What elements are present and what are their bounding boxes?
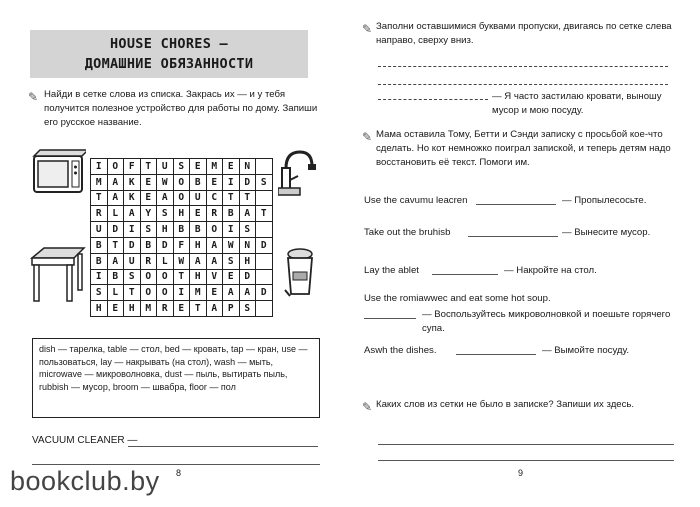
grid-cell: A [206, 301, 223, 317]
grid-cell: S [124, 269, 141, 285]
pushpin-icon: ✎ [362, 130, 373, 144]
grid-row [91, 237, 273, 253]
grid-cell: T [256, 206, 273, 222]
grid-cell [256, 253, 273, 269]
grid-cell: A [206, 237, 223, 253]
answer-label: VACUUM CLEANER — [32, 435, 138, 446]
grid-cell: Y [140, 206, 157, 222]
grid-cell: V [206, 269, 223, 285]
answer-line[interactable] [128, 446, 318, 447]
table-icon [30, 246, 86, 304]
grid-cell: R [206, 206, 223, 222]
grid-cell: E [190, 206, 207, 222]
grid-cell: A [190, 253, 207, 269]
grid-cell [256, 222, 273, 238]
left-page [10, 8, 348, 478]
grid-cell: A [239, 206, 256, 222]
grid-cell: B [91, 237, 108, 253]
task1-text: Заполни оставшимися буквами пропуски, двигаясь по сетке слева направо, сверху вниз. [376, 21, 672, 46]
grid-cell: T [223, 190, 240, 206]
grid-cell: N [239, 159, 256, 175]
grid-cell: A [107, 190, 124, 206]
grid-cell: E [223, 269, 240, 285]
grid-cell: T [124, 285, 141, 301]
sentence-2-en: Take out the bruhisb [364, 227, 451, 238]
glossary-box: dish — тарелка, table — стол, bed — кровать, tap — кран, use — пользоваться, lay — накрывать (на стол), wash — мыть, microwave — микроволновка, dust — пыль, вытирать пыль, rubbish — мусор, broom — швабра, floor — пол [32, 338, 320, 418]
grid-cell: A [239, 285, 256, 301]
grid-row [91, 174, 273, 190]
grid-cell: O [140, 269, 157, 285]
grid-cell: S [157, 206, 174, 222]
grid-cell: E [223, 159, 240, 175]
grid-cell: W [173, 253, 190, 269]
grid-cell [256, 301, 273, 317]
answer-line[interactable] [432, 274, 498, 275]
grid-cell: L [107, 285, 124, 301]
grid-cell: W [157, 174, 174, 190]
sentence-3-ru: — Накройте на стол. [504, 265, 597, 276]
grid-cell: U [157, 159, 174, 175]
grid-cell: H [124, 301, 141, 317]
sentence-1-en: Use the cavumu leacren [364, 195, 468, 206]
grid-cell: O [157, 285, 174, 301]
grid-cell: M [91, 174, 108, 190]
grid-cell: H [190, 269, 207, 285]
page-number-right: 9 [518, 468, 524, 478]
tap-icon [278, 146, 318, 198]
grid-cell: B [91, 253, 108, 269]
watermark: bookclub.by [10, 466, 160, 496]
grid-cell: R [91, 206, 108, 222]
grid-cell: I [91, 159, 108, 175]
grid-cell: S [173, 159, 190, 175]
grid-cell: H [157, 222, 174, 238]
answer-line[interactable] [378, 460, 674, 461]
grid-row [91, 190, 273, 206]
grid-row [91, 206, 273, 222]
grid-cell: A [124, 206, 141, 222]
pushpin-icon: ✎ [362, 22, 373, 36]
grid-row [91, 222, 273, 238]
grid-cell: L [107, 206, 124, 222]
grid-cell: I [91, 269, 108, 285]
grid-cell: M [140, 301, 157, 317]
grid-cell: E [140, 174, 157, 190]
grid-cell [256, 190, 273, 206]
grid-cell: E [206, 174, 223, 190]
answer-line-2[interactable] [32, 464, 320, 465]
grid-cell: E [140, 190, 157, 206]
sentence-5-ru: — Вымойте посуду. [542, 345, 630, 356]
grid-cell: H [239, 253, 256, 269]
grid-cell: B [140, 237, 157, 253]
grid-cell: D [256, 285, 273, 301]
grid-cell: R [157, 301, 174, 317]
grid-row [91, 269, 273, 285]
sentence-5-en: Aswh the dishes. [364, 345, 437, 356]
grid-cell: I [173, 285, 190, 301]
page-number-left: 8 [176, 468, 182, 478]
grid-cell: E [107, 301, 124, 317]
grid-cell: T [107, 237, 124, 253]
grid-cell: T [91, 190, 108, 206]
rubbish-bin-icon [282, 244, 318, 300]
sentence-3-en: Lay the ablet [364, 265, 419, 276]
grid-cell: E [206, 285, 223, 301]
grid-cell: K [124, 190, 141, 206]
grid-cell: S [256, 174, 273, 190]
grid-cell: U [91, 222, 108, 238]
grid-row [91, 253, 273, 269]
grid-cell: A [107, 253, 124, 269]
grid-row [91, 301, 273, 317]
grid-cell: R [140, 253, 157, 269]
grid-cell: E [173, 301, 190, 317]
task2-text: Мама оставила Тому, Бетти и Сэнди записку с просьбой кое-что сделать. Но кот немножко поиграл запиской, и теперь детям надо восстановить её текст. Помоги им. [376, 129, 671, 168]
grid-cell: A [107, 174, 124, 190]
grid-cell: B [190, 174, 207, 190]
grid-cell: M [190, 285, 207, 301]
fill-dashes-2[interactable] [378, 84, 668, 85]
grid-cell: H [190, 237, 207, 253]
grid-cell: K [124, 174, 141, 190]
sentence-1-ru: — Пропылесосьте. [562, 195, 647, 206]
answer-line[interactable] [468, 236, 558, 237]
grid-row [91, 159, 273, 175]
answer-line[interactable] [456, 354, 536, 355]
grid-cell: I [223, 222, 240, 238]
grid-cell: T [190, 301, 207, 317]
title-line-2: ДОМАШНИЕ ОБЯЗАННОСТИ [84, 56, 254, 72]
word-search-grid [90, 158, 273, 317]
grid-cell: B [223, 206, 240, 222]
grid-cell: M [206, 159, 223, 175]
grid-cell: O [140, 285, 157, 301]
grid-cell: T [173, 269, 190, 285]
grid-cell: B [190, 222, 207, 238]
grid-cell: C [206, 190, 223, 206]
grid-row [91, 285, 273, 301]
grid-cell: O [107, 159, 124, 175]
sentence-2-ru: — Вынесите мусор. [562, 227, 651, 238]
grid-cell: D [157, 237, 174, 253]
grid-cell: H [91, 301, 108, 317]
grid-cell: O [173, 190, 190, 206]
task1-sentence: — Я часто застилаю кровати, выношу мусор и мою посуду. [492, 91, 662, 116]
sentence-4-en: Use the romiawwec and eat some hot soup. [364, 293, 551, 304]
fill-dashes-1[interactable] [378, 66, 668, 67]
grid-cell: D [256, 237, 273, 253]
grid-cell: S [239, 222, 256, 238]
page-title [30, 30, 308, 78]
grid-cell: F [173, 237, 190, 253]
grid-cell: D [239, 174, 256, 190]
grid-cell: H [173, 206, 190, 222]
grid-cell: T [239, 190, 256, 206]
grid-cell: I [223, 174, 240, 190]
grid-cell: D [124, 237, 141, 253]
grid-cell: L [157, 253, 174, 269]
grid-cell: W [223, 237, 240, 253]
grid-cell: S [91, 285, 108, 301]
grid-cell: N [239, 237, 256, 253]
grid-cell: S [140, 222, 157, 238]
pushpin-icon: ✎ [362, 400, 373, 414]
grid-cell: E [190, 159, 207, 175]
answer-line[interactable] [378, 444, 674, 445]
grid-cell: U [190, 190, 207, 206]
grid-cell: S [223, 253, 240, 269]
sentence-4-ru: — Воспользуйтесь микроволновкой и поешьте горячего супа. [422, 309, 671, 334]
grid-cell: A [223, 285, 240, 301]
grid-cell: P [223, 301, 240, 317]
answer-line[interactable] [476, 204, 556, 205]
answer-line[interactable] [364, 318, 416, 319]
grid-cell: D [107, 222, 124, 238]
grid-cell: A [206, 253, 223, 269]
grid-cell [256, 269, 273, 285]
grid-cell: I [124, 222, 141, 238]
pushpin-icon: ✎ [28, 90, 39, 104]
title-line-1: HOUSE CHORES — [110, 36, 228, 52]
right-page [358, 8, 690, 478]
grid-cell: O [206, 222, 223, 238]
fill-dashes-3[interactable] [378, 99, 488, 100]
grid-cell: U [124, 253, 141, 269]
grid-cell: T [140, 159, 157, 175]
grid-cell: A [157, 190, 174, 206]
task3-text: Каких слов из сетки не было в записке? Запиши их здесь. [376, 399, 635, 410]
grid-cell: B [107, 269, 124, 285]
grid-cell: O [173, 174, 190, 190]
grid-cell: S [239, 301, 256, 317]
grid-cell: O [157, 269, 174, 285]
instruction-text: Найди в сетке слова из списка. Закрась их — и у тебя получится полезное устройство для работы по дому. Запиши его русское название. [44, 89, 318, 128]
microwave-icon [32, 148, 86, 196]
grid-cell: D [239, 269, 256, 285]
grid-cell: F [124, 159, 141, 175]
grid-cell [256, 159, 273, 175]
grid-cell: B [173, 222, 190, 238]
